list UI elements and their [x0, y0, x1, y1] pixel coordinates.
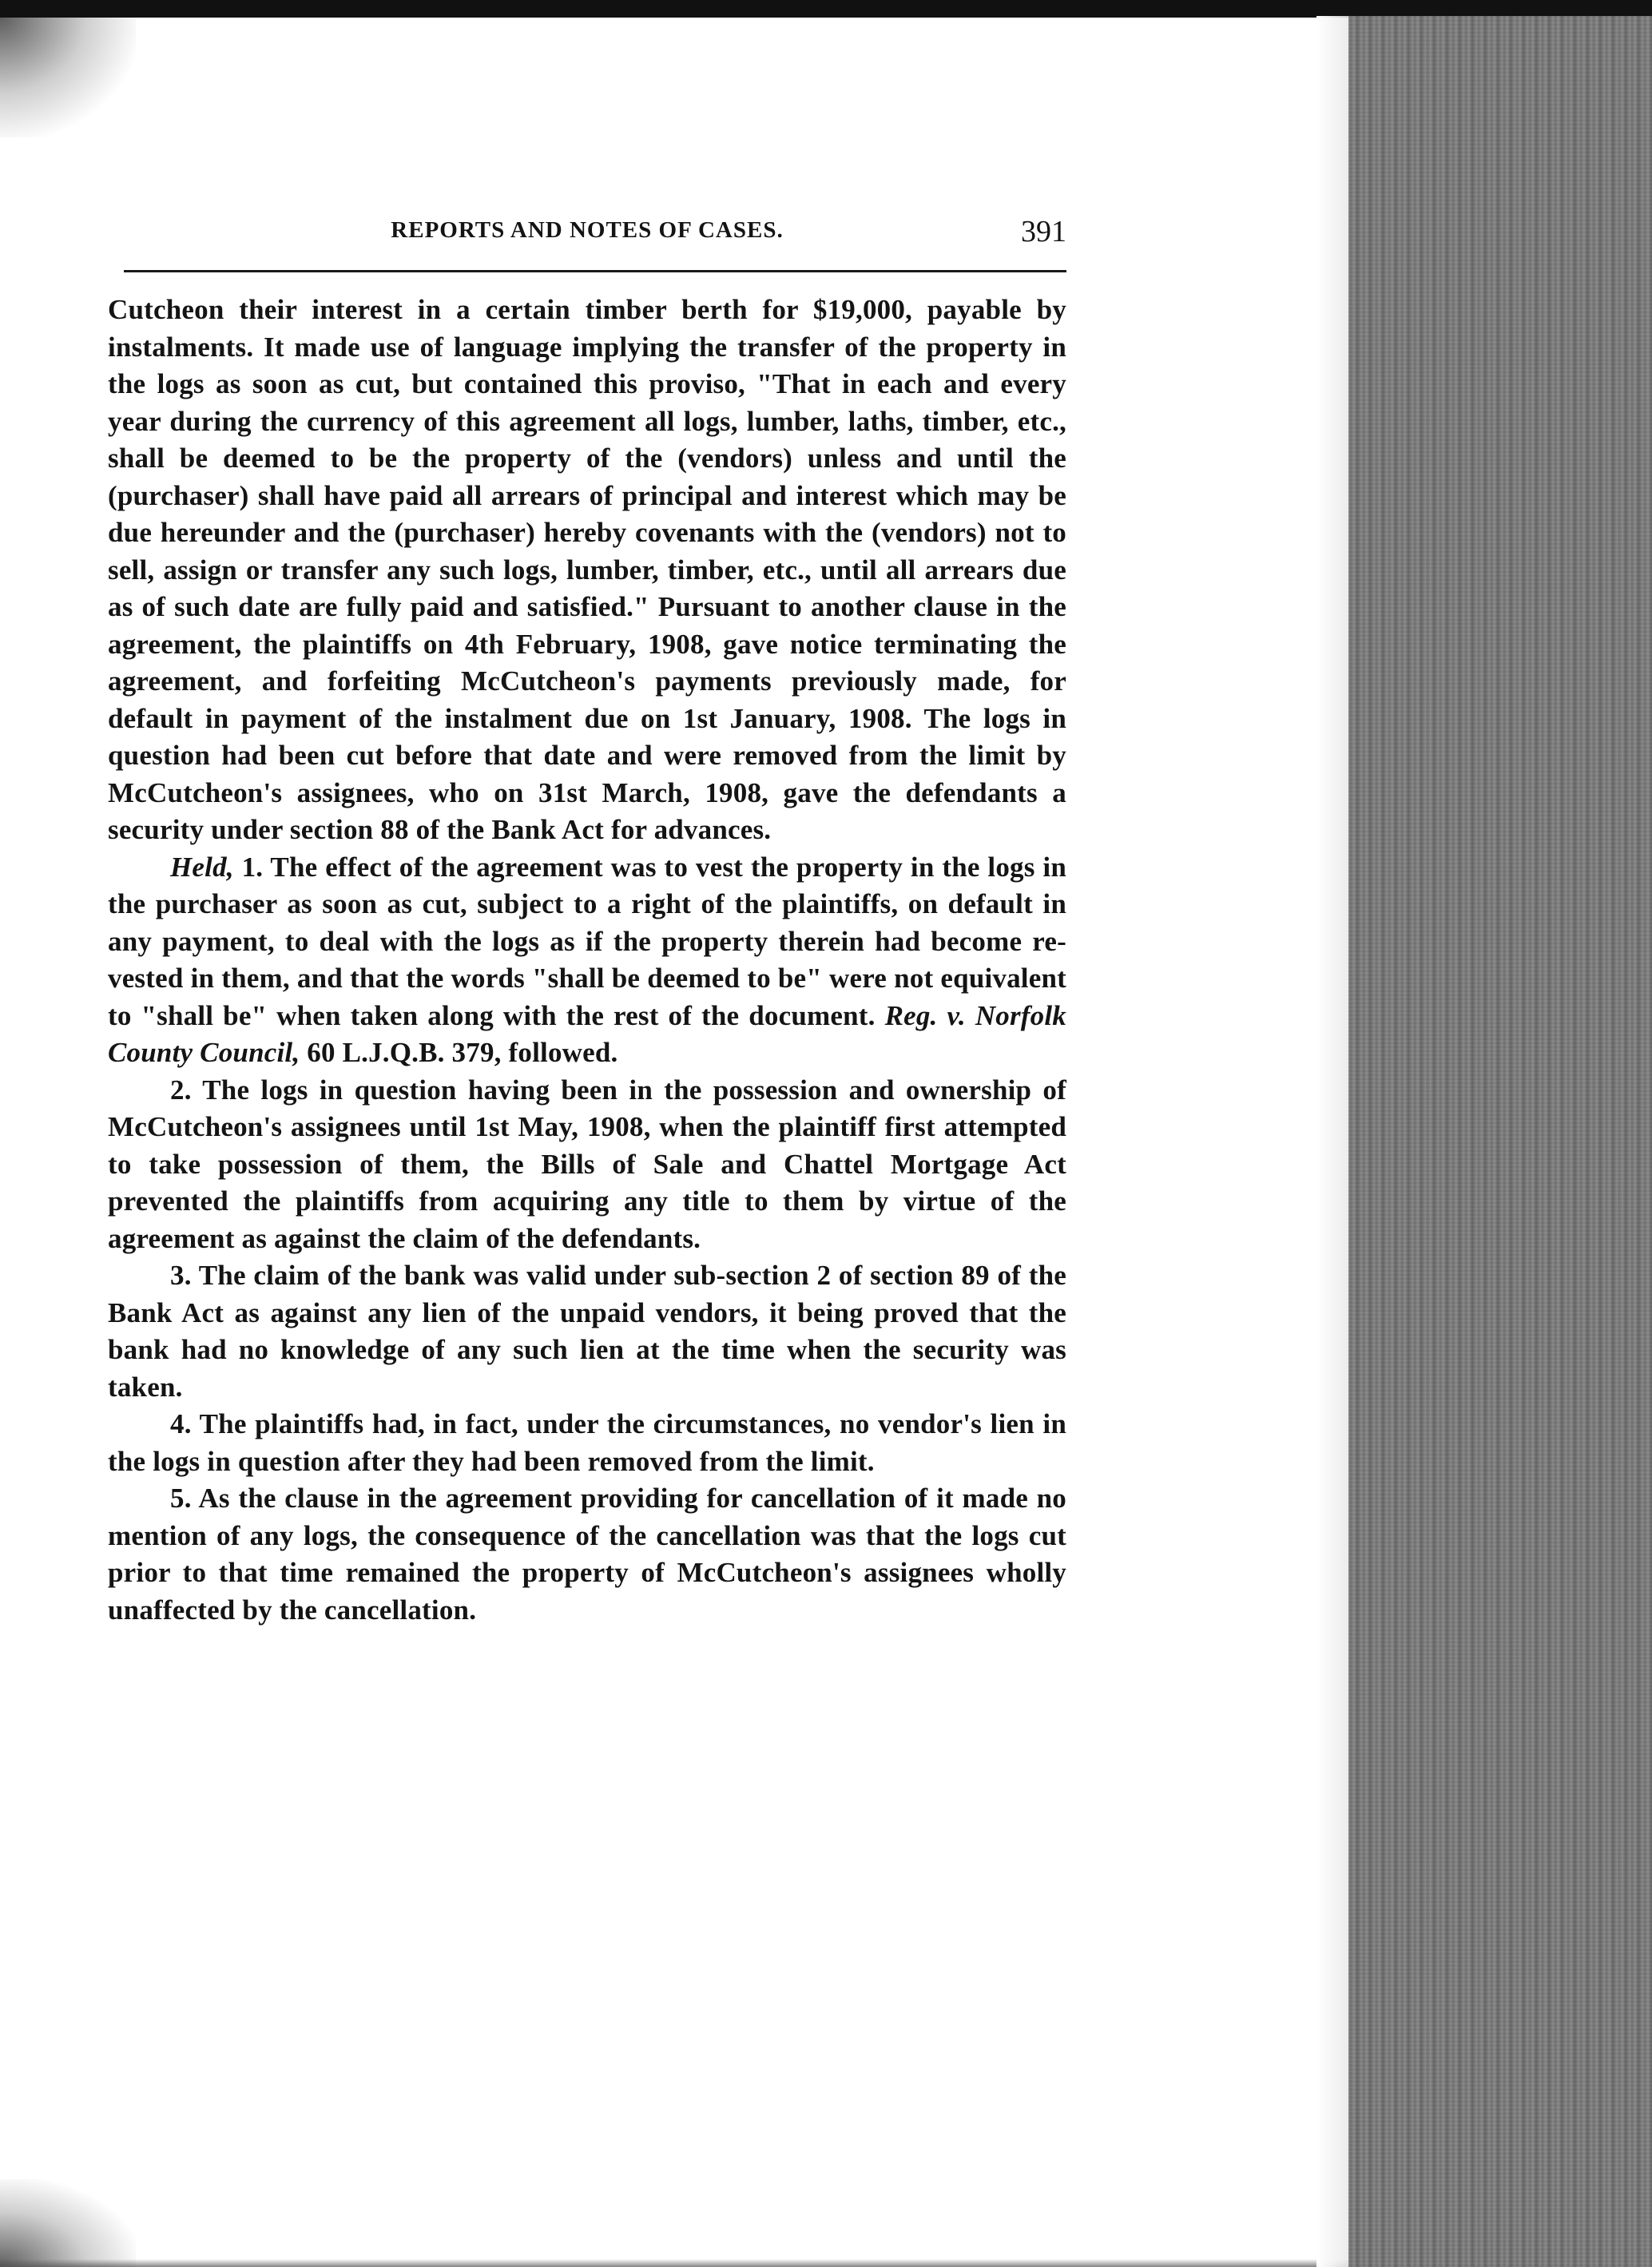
paragraph-point-2: 2. The logs in question having been in the possession and ownership of McCutcheon's assignees until 1st May, 1908, when the plaintiff first attempted to take possession of them, the Bills of Sale and Chattel Mortgage Act prevented the plaintiffs from acquiring any title to them by virtue of the agreement as against the claim of the defendants. — [108, 1074, 1066, 1254]
running-header — [108, 217, 1066, 257]
paragraph-point-3: 3. The claim of the bank was valid under sub-section 2 of section 89 of the Bank Act as against any lien of the unpaid vendors, it being proved that the bank had no knowledge of any such lien at the time when the security was taken. — [108, 1260, 1066, 1403]
paragraph-held-1 — [108, 849, 1066, 1072]
paragraph-facts: Cutcheon their interest in a certain timber berth for $19,000, payable by instalments. It made use of language implying the transfer of the property in the logs as soon as cut, but contained this proviso, "That in each and every year during the currency of this agreement all logs, lumber, laths, timber, etc., shall be deemed to be the property of the (vendors) unless and until the (purchaser) shall have paid all arrears of principal and interest which may be due hereunder and the (purchaser) hereby covenants with the (vendors) not to sell, assign or transfer any such logs, lumber, timber, etc., until all arrears due as of such date are fully paid and satisfied." Pursuant to another clause in the agreement, the plaintiffs on 4th February, 1908, gave notice terminating the agreement, and forfeiting McCutcheon's payments previously made, for default in payment of the instalment due on 1st January, 1908. The logs in question had been cut before that date and were removed from the limit by McCutcheon's assignees, who on 31st March, 1908, gave the defendants a security under section 88 of the Bank Act for advances. — [108, 294, 1066, 845]
scan-top-edge — [0, 0, 1652, 18]
held-text-1: 1. The effect of the agreement was to vest the property in the logs in the purchaser as soon as cut, subject to a right of the plaintiffs, on default in any payment, to deal with the logs as if the property therein had become re-vested in them, and that the words "shall be deemed to be" were not equivalent to "shall be" when taken along with the rest of the document. — [108, 851, 1066, 1031]
paragraph-point-5: 5. As the clause in the agreement providing for cancellation of it made no mention of any logs, the consequence of the cancellation was that the logs cut prior to that time remained the property of McCutcheon's assignees wholly unaffected by the cancellation. — [108, 1483, 1066, 1626]
held-text-2: 60 L.J.Q.B. 379, followed. — [300, 1037, 618, 1068]
case-citation-name: Reg. v. Norfolk County Council, — [108, 999, 1066, 1068]
scan-corner-shadow-top — [0, 18, 136, 137]
header-rule — [124, 270, 1066, 272]
paragraph-point-4: 4. The plaintiffs had, in fact, under the circumstances, no vendor's lien in the logs in question after they had been removed from the limit. — [108, 1408, 1066, 1477]
running-header-title: REPORTS AND NOTES OF CASES. — [391, 217, 784, 243]
held-label: Held, — [170, 851, 234, 883]
body-text — [108, 292, 1066, 1629]
scan-bottom-edge — [0, 2259, 1358, 2267]
scan-corner-shadow-bottom — [0, 2179, 136, 2267]
page-number: 391 — [1021, 215, 1066, 248]
scan-binding-shadow — [1348, 16, 1652, 2267]
